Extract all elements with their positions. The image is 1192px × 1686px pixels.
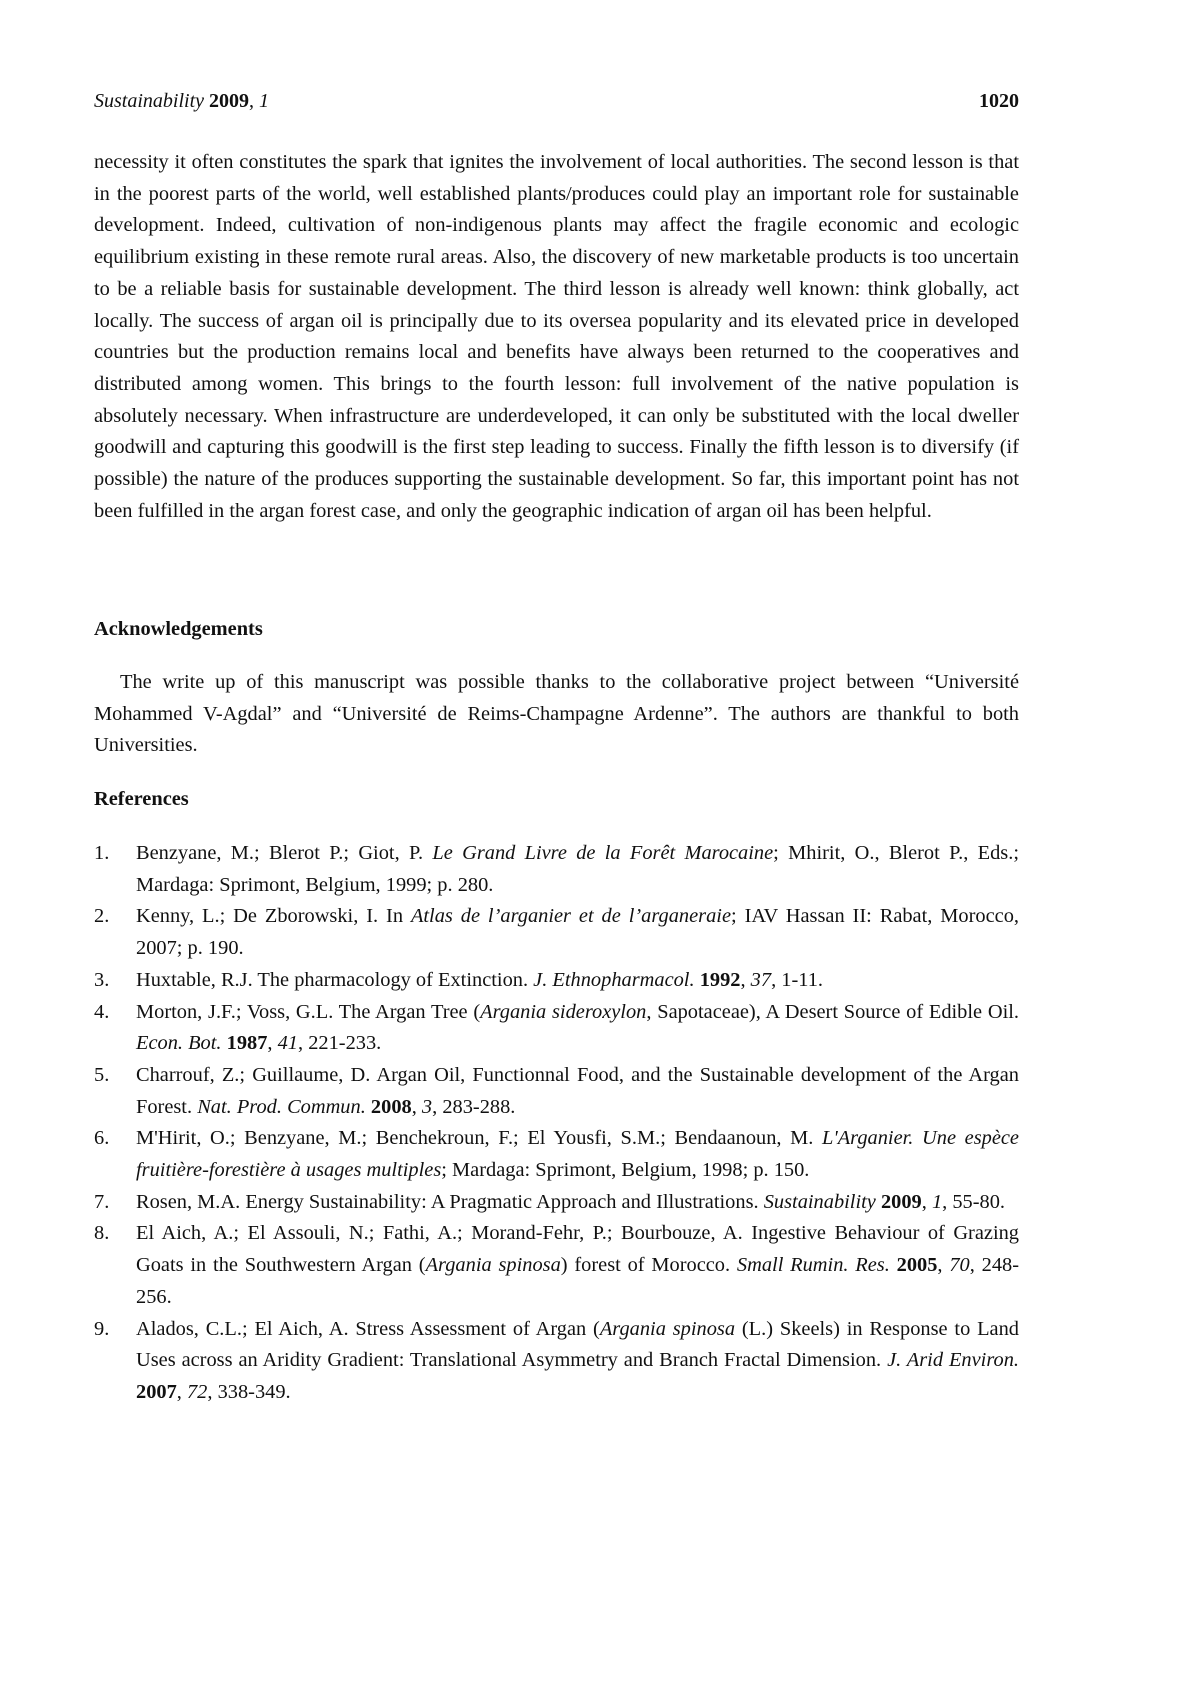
reference-authors: Kenny, L.; De Zborowski, I. In	[136, 905, 411, 928]
reference-year: 2007	[136, 1380, 177, 1403]
reference-volume: 37	[750, 968, 772, 991]
reference-journal: J. Arid Environ.	[887, 1349, 1019, 1372]
reference-volume: 72	[186, 1380, 208, 1403]
reference-number: 6.	[94, 1127, 110, 1150]
reference-title: Atlas de l’arganier et de l’arganeraie	[410, 905, 732, 928]
reference-title: ) forest of Morocco.	[560, 1254, 737, 1277]
reference-journal: Econ. Bot.	[136, 1032, 222, 1055]
reference-pages: 283-288.	[442, 1095, 516, 1118]
reference-title: L'Arganier. Une espèce fruitière-forestière à usages multiples	[136, 1127, 1019, 1182]
acknowledgements-heading: Acknowledgements	[94, 618, 263, 640]
reference-title: Le Grand Livre de la Forêt Marocaine	[432, 842, 774, 864]
reference-pages: 221-233.	[308, 1032, 382, 1055]
reference-year: 1987	[226, 1032, 268, 1055]
reference-number: 1.	[94, 842, 110, 864]
reference-pages: 1-11.	[781, 968, 823, 991]
reference-publisher: ; Mardaga: Sprimont, Belgium, 1998; p. 150.	[441, 1159, 810, 1182]
reference-title: (L.) Skeels) in Response to Land Uses across an Aridity Gradient: Translational Asymmetry and Branch Fractal Dimension.	[136, 1317, 1019, 1372]
reference-item: 5. Charrouf, Z.; Guillaume, D. Argan Oil, Functionnal Food, and the Sustainable development of the Argan Forest. Nat. Prod. Commun. 2008, 3, 283-288.	[94, 1060, 1019, 1123]
body-paragraph: necessity it often constitutes the spark that ignites the involvement of local authorities. The second lesson is that in the poorest parts of the world, well established plants/produces could play an important role for sustainable development. Indeed, cultivation of non-indigenous plants may affect the fragile economic and ecologic equilibrium existing in these remote rural areas. Also, the discovery of new marketable products is too uncertain to be a reliable basis for sustainable development. The third lesson is already well known: think globally, act locally. The success of argan oil is principally due to its oversea popularity and its elevated price in developed countries but the production remains local and benefits have always been returned to the cooperatives and distributed among women. This brings to the fourth lesson: full involvement of the native population is absolutely necessary. When infrastructure are underdeveloped, it can only be substituted with the local dweller goodwill and capturing this goodwill is the first step leading to success. Finally the fifth lesson is to diversify (if possible) the nature of the produces supporting the sustainable development. So far, this important point has not been fulfilled in the argan forest case, and only the geographic indication of argan oil has been helpful.	[94, 151, 1019, 522]
reference-number: 7.	[94, 1190, 110, 1213]
journal-citation: Sustainability 2009, 1	[94, 90, 269, 112]
reference-year: 2008	[370, 1095, 412, 1118]
reference-journal: Sustainability	[763, 1190, 876, 1213]
reference-pages: 248-256.	[136, 1254, 1020, 1308]
reference-species: Argania sideroxylon	[480, 1000, 647, 1023]
reference-volume: 41	[277, 1032, 298, 1055]
reference-pages: 338-349.	[217, 1380, 291, 1403]
reference-number: 8.	[94, 1222, 110, 1245]
reference-journal: J. Ethnopharmacol.	[533, 968, 695, 991]
reference-species: Argania spinosa	[599, 1317, 736, 1340]
reference-item: 7. Rosen, M.A. Energy Sustainability: A Pragmatic Approach and Illustrations. Sustainability 2009, 1, 55-80.	[94, 1187, 1019, 1219]
reference-species: Argania spinosa	[425, 1254, 561, 1277]
reference-title: , Sapotaceae), A Desert Source of Edible Oil.	[646, 1000, 1020, 1023]
reference-item: 4. Morton, J.F.; Voss, G.L. The Argan Tree (Argania sideroxylon, Sapotaceae), A Desert Source of Edible Oil. Econ. Bot. 1987, 41, 221-233.	[94, 997, 1019, 1060]
reference-number: 2.	[94, 905, 110, 928]
reference-year: 1992	[699, 968, 741, 991]
reference-volume: 1	[931, 1190, 943, 1213]
reference-item	[94, 1123, 1019, 1186]
journal-volume: 1	[259, 90, 269, 112]
reference-publisher: ; Mhirit, O., Blerot P., Eds.; Mardaga: Sprimont, Belgium, 1999; p. 280.	[136, 842, 1019, 896]
references-list	[94, 838, 1019, 1409]
reference-item	[94, 901, 1019, 964]
reference-authors: Huxtable, R.J. The pharmacology of Extinction.	[136, 968, 534, 991]
reference-authors: Morton, J.F.; Voss, G.L. The Argan Tree (	[136, 1000, 481, 1023]
reference-number: 3.	[94, 968, 110, 991]
reference-item: 8. El Aich, A.; El Assouli, N.; Fathi, A.; Morand-Fehr, P.; Bourbouze, A. Ingestive Behaviour of Grazing Goats in the Southwestern Argan (Argania spinosa) forest of Morocco. Small Rumin. Res. 2005, 70, 248-256.	[94, 1218, 1019, 1313]
reference-publisher: ; IAV Hassan II: Rabat, Morocco, 2007; p. 190.	[136, 905, 1019, 960]
reference-volume: 70	[949, 1254, 970, 1277]
reference-year: 2005	[896, 1254, 938, 1277]
running-header	[94, 86, 1019, 116]
reference-number: 9.	[94, 1317, 110, 1340]
reference-year: 2009	[880, 1190, 922, 1213]
reference-volume: 3	[421, 1095, 433, 1118]
reference-authors: Alados, C.L.; El Aich, A. Stress Assessment of Argan (	[136, 1317, 600, 1340]
reference-authors: Charrouf, Z.; Guillaume, D. Argan Oil, Functionnal Food, and the Sustainable development of the Argan Forest.	[136, 1063, 1019, 1118]
references-heading: References	[94, 788, 189, 810]
reference-journal: Nat. Prod. Commun.	[197, 1095, 366, 1118]
reference-item: 3. Huxtable, R.J. The pharmacology of Extinction. J. Ethnopharmacol. 1992, 37, 1-11.	[94, 965, 1019, 997]
reference-authors: El Aich, A.; El Assouli, N.; Fathi, A.; Morand-Fehr, P.; Bourbouze, A. Ingestive Behaviour of Grazing Goats in the Southwestern Argan (	[136, 1222, 1019, 1277]
reference-item: 9. Alados, C.L.; El Aich, A. Stress Assessment of Argan (Argania spinosa (L.) Skeels) in Response to Land Uses across an Aridity Gradient: Translational Asymmetry and Branch Fractal Dimension. J. Arid Environ. 2007, 72, 338-349.	[94, 1314, 1019, 1409]
reference-authors: M'Hirit, O.; Benzyane, M.; Benchekroun, F.; El Yousfi, S.M.; Bendaanoun, M.	[136, 1127, 822, 1150]
reference-number: 5.	[94, 1063, 110, 1086]
acknowledgements-paragraph: The write up of this manuscript was possible thanks to the collaborative project between “Université Mohammed V-Agdal” and “Université de Reims-Champagne Ardenne”. The authors are thankful to both Universities.	[94, 671, 1019, 757]
page-number: 1020	[979, 90, 1019, 112]
reference-journal: Small Rumin. Res.	[736, 1254, 890, 1277]
reference-authors: Rosen, M.A. Energy Sustainability: A Pragmatic Approach and Illustrations.	[136, 1190, 764, 1213]
reference-authors: Benzyane, M.; Blerot P.; Giot, P.	[136, 842, 433, 864]
journal-year: 2009	[209, 90, 249, 112]
reference-number: 4.	[94, 1000, 110, 1023]
reference-item	[94, 838, 1019, 901]
reference-pages: 55-80.	[952, 1190, 1006, 1213]
journal-name: Sustainability	[94, 90, 204, 112]
